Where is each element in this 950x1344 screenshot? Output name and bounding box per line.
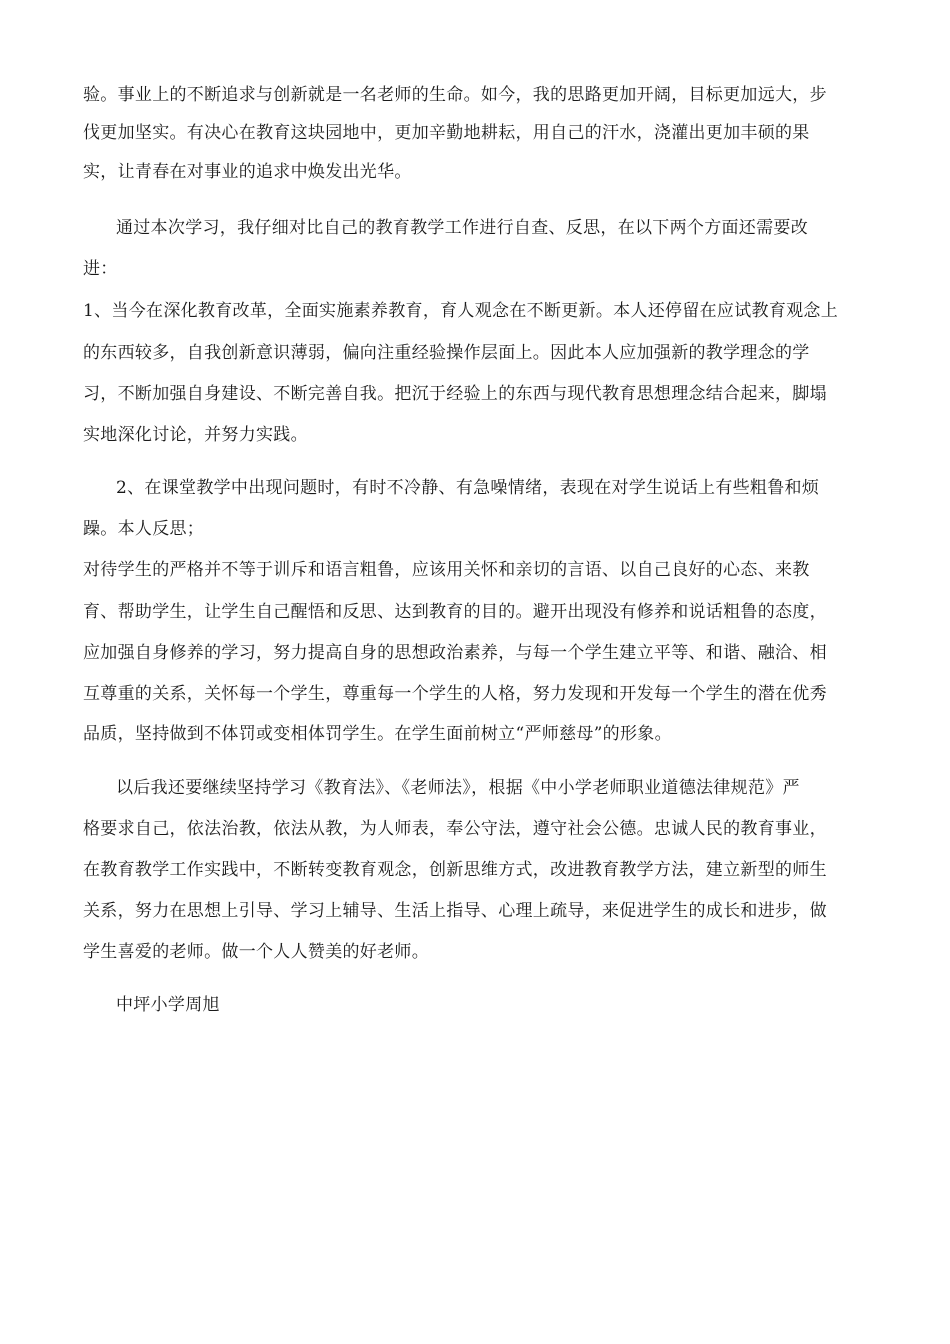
text-line: 关系，努力在思想上引导、学习上辅导、生活上指导、心理上疏导，来促进学生的成长和进步，做 [83,901,827,921]
text-line: 1、当今在深化教育改革，全面实施素养教育，育人观念在不断更新。本人还停留在应试教育观念上 [83,301,839,321]
text-line: 以后我还要继续坚持学习《教育法》、《老师法》，根据《中小学老师职业道德法律规范》严 [116,778,800,798]
text-line: 互尊重的关系，关怀每一个学生，尊重每一个学生的人格，努力发现和开发每一个学生的潜在优秀 [83,684,827,704]
text-line: 对待学生的严格并不等于训斥和语言粗鲁，应该用关怀和亲切的言语、以自己良好的心态、来教 [83,560,810,580]
signature: 中坪小学周旭 [116,995,220,1015]
text-line: 的东西较多，自我创新意识薄弱，偏向注重经验操作层面上。因此本人应加强新的教学理念的学 [83,343,810,363]
text-line: 应加强自身修养的学习，努力提高自身的思想政治素养，与每一个学生建立平等、和谐、融洽、相 [83,643,827,663]
text-line: 在教育教学工作实践中，不断转变教育观念，创新思维方式，改进教育教学方法，建立新型的师生 [83,860,827,880]
text-line: 通过本次学习，我仔细对比自己的教育教学工作进行自查、反思，在以下两个方面还需要改 [116,218,808,238]
text-line: 进： [83,259,118,279]
text-line: 品质，坚持做到不体罚或变相体罚学生。在学生面前树立“严师慈母”的形象。 [83,724,672,744]
text-line: 学生喜爱的老师。做一个人人赞美的好老师。 [83,942,429,962]
text-line: 伐更加坚实。有决心在教育这块园地中，更加辛勤地耕耘，用自己的汗水，浇灌出更加丰硕的果 [83,123,810,143]
text-line: 习，不断加强自身建设、不断完善自我。把沉于经验上的东西与现代教育思想理念结合起来，脚塌 [83,384,827,404]
text-line: 育、帮助学生，让学生自己醒悟和反思、达到教育的目的。避开出现没有修养和说话粗鲁的态度， [83,602,827,622]
text-line: 躁。本人反思； [83,519,205,539]
text-line: 2、在课堂教学中出现问题时，有时不冷静、有急噪情绪，表现在对学生说话上有些粗鲁和烦 [116,478,820,498]
text-line: 验。事业上的不断追求与创新就是一名老师的生命。如今，我的思路更加开阔，目标更加远大，步 [83,85,827,105]
text-line: 实，让青春在对事业的追求中焕发出光华。 [83,162,412,182]
text-line: 格要求自己，依法治教，依法从教，为人师表，奉公守法，遵守社会公德。忠诚人民的教育事业， [83,819,827,839]
text-line: 实地深化讨论，并努力实践。 [83,425,308,445]
